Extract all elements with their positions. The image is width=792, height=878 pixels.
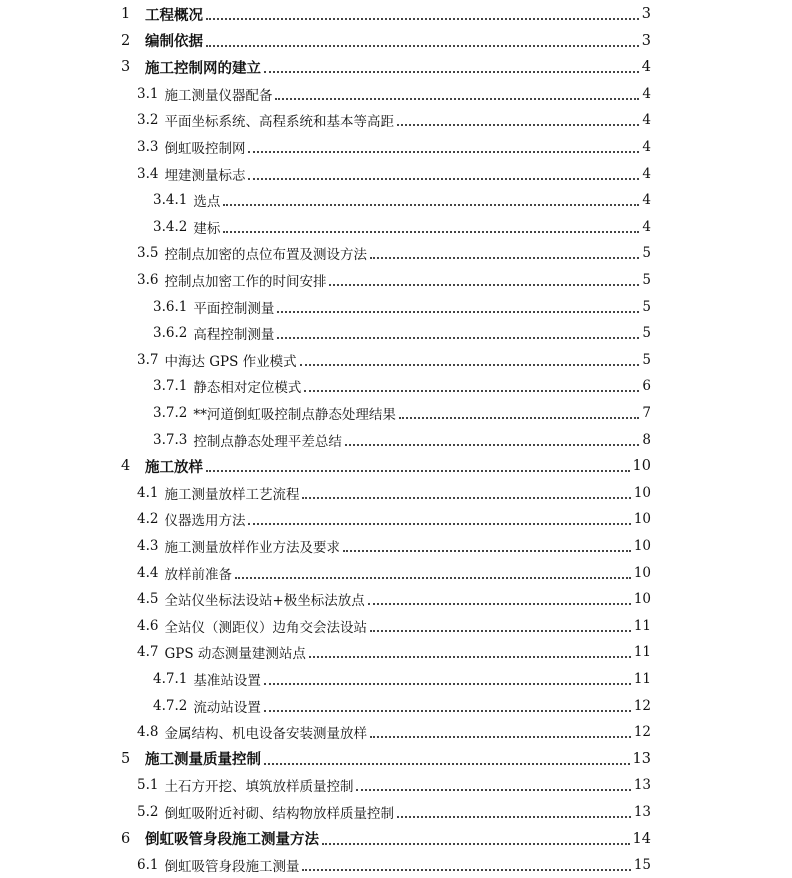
toc-entry-page-number: 10 (633, 564, 651, 581)
toc-entry-title: 流动站设置 (193, 699, 261, 716)
toc-entry[interactable] (137, 772, 651, 798)
toc-entry-number: 3.7.1 (153, 378, 188, 395)
toc-entry-number: 3.4.2 (153, 218, 188, 235)
dot-leader (302, 868, 630, 871)
toc-entry-page-number: 10 (633, 591, 651, 608)
dot-leader (206, 44, 639, 47)
dot-leader (248, 150, 639, 153)
toc-entry-page-number: 11 (633, 671, 651, 687)
toc-entry[interactable] (153, 320, 651, 346)
toc-entry-page-number: 3 (641, 32, 651, 49)
toc-entry-page-number: 14 (632, 830, 651, 847)
toc-entry[interactable] (137, 240, 651, 266)
toc-entry-title: 中海达 GPS 作业模式 (164, 353, 297, 370)
toc-entry-number: 3.4 (137, 165, 159, 182)
toc-entry-number: 3.6.2 (153, 325, 188, 342)
toc-entry-page-number: 7 (642, 405, 651, 421)
toc-entry-title: 控制点加密的点位布置及测设方法 (164, 247, 367, 264)
dot-leader (302, 496, 630, 499)
dot-leader (300, 363, 640, 366)
toc-entry-number: 3.7 (137, 351, 159, 368)
toc-entry-title: 选点 (193, 194, 221, 211)
toc-entry-number: 5.2 (137, 804, 159, 820)
toc-entry-number: 3.7.2 (153, 405, 188, 421)
toc-entry[interactable] (137, 506, 651, 532)
dot-leader (368, 602, 631, 605)
toc-entry-page-number: 8 (642, 431, 651, 448)
toc-entry[interactable] (153, 400, 651, 426)
toc-entry[interactable] (137, 586, 651, 612)
toc-entry-page-number: 13 (633, 804, 651, 820)
dot-leader (397, 815, 631, 818)
toc-entry-title: 全站仪（测距仪）边角交会法设站 (164, 619, 367, 636)
toc-entry-page-number: 10 (633, 511, 651, 528)
toc-entry-title: 全站仪坐标法设站+极坐标法放点 (164, 593, 365, 610)
toc-entry-title: 施工放样 (145, 458, 203, 476)
toc-entry-title: 平面坐标系统、高程系统和基本等高距 (164, 114, 394, 131)
toc-entry[interactable] (137, 560, 651, 586)
dot-leader (397, 123, 639, 126)
toc-entry-number: 3.4.1 (153, 192, 188, 209)
toc-entry[interactable] (137, 639, 651, 665)
toc-entry-title: 控制点静态处理平差总结 (193, 433, 342, 450)
toc-entry-number: 4.5 (137, 591, 159, 608)
toc-entry-number: 4.7.1 (153, 671, 188, 687)
toc-entry-title: 倒虹吸管身段施工测量 (164, 859, 300, 876)
toc-entry-page-number: 10 (632, 458, 651, 475)
toc-entry-number: 2 (121, 32, 131, 49)
toc-entry[interactable] (137, 161, 651, 187)
dot-leader (248, 177, 639, 180)
toc-entry-page-number: 5 (642, 351, 651, 368)
toc-entry[interactable] (137, 134, 651, 160)
dot-leader (206, 469, 630, 472)
toc-entry-page-number: 4 (642, 139, 651, 155)
toc-entry-title: 土石方开挖、填筑放样质量控制 (164, 779, 354, 796)
toc-entry-number: 4.8 (137, 724, 159, 741)
toc-entry-number: 4.3 (137, 538, 159, 554)
toc-entry-number: 4.6 (137, 617, 159, 634)
dot-leader (277, 310, 639, 313)
dot-leader (264, 682, 631, 685)
toc-entry-number: 3.2 (137, 112, 159, 129)
toc-entry-page-number: 11 (633, 644, 651, 661)
toc-entry-number: 6 (121, 830, 131, 847)
toc-entry-title: 静态相对定位模式 (193, 380, 302, 397)
toc-entry[interactable] (137, 852, 651, 878)
toc-entry-title: 倒虹吸管身段施工测量方法 (145, 831, 319, 849)
toc-entry[interactable] (153, 373, 651, 399)
toc-entry-page-number: 4 (642, 218, 651, 235)
dot-leader (275, 97, 639, 100)
toc-entry-title: 平面控制测量 (193, 300, 275, 317)
toc-entry-number: 3 (121, 59, 131, 76)
toc-entry-title: 仪器选用方法 (164, 513, 246, 530)
toc-entry-title: 施工测量放样作业方法及要求 (164, 540, 340, 556)
dot-leader (370, 735, 631, 738)
toc-entry-page-number: 4 (642, 112, 651, 129)
toc-entry-number: 3.6 (137, 272, 159, 288)
toc-entry-title: 金属结构、机电设备安装测量放样 (164, 726, 367, 743)
dot-leader (343, 549, 631, 552)
toc-entry[interactable] (137, 533, 651, 559)
dot-leader (309, 655, 631, 658)
toc-entry[interactable] (137, 613, 651, 639)
toc-entry-title: 基准站设置 (193, 673, 261, 689)
dot-leader (356, 788, 630, 791)
toc-entry[interactable] (137, 81, 651, 107)
toc-entry-number: 6.1 (137, 857, 159, 874)
toc-entry-number: 4 (121, 458, 131, 475)
toc-entry-page-number: 13 (632, 750, 651, 767)
dot-leader (345, 443, 640, 446)
dot-leader (329, 283, 639, 286)
toc-entry-title: 倒虹吸附近衬砌、结构物放样质量控制 (164, 806, 394, 822)
dot-leader (248, 522, 630, 525)
toc-entry-page-number: 4 (642, 165, 651, 182)
toc-entry-number: 5.1 (137, 777, 159, 794)
toc-entry[interactable] (153, 666, 651, 692)
toc-entry-title: 高程控制测量 (193, 327, 275, 344)
toc-entry[interactable] (137, 347, 651, 373)
toc-entry[interactable] (137, 719, 651, 745)
toc-entry-title: 建标 (193, 220, 221, 237)
toc-entry-number: 3.6.1 (153, 298, 188, 315)
toc-entry[interactable] (153, 214, 651, 240)
dot-leader (370, 256, 639, 259)
toc-entry-title: 施工测量放样工艺流程 (164, 486, 300, 503)
dot-leader (206, 17, 639, 20)
dot-leader (264, 709, 631, 712)
toc-entry[interactable] (121, 54, 651, 80)
toc-entry-title: 倒虹吸控制网 (164, 141, 246, 157)
toc-entry-page-number: 12 (633, 724, 651, 741)
toc-entry[interactable] (137, 799, 651, 825)
toc-entry-title: 施工测量仪器配备 (164, 87, 273, 104)
dot-leader (277, 336, 639, 339)
dot-leader (370, 629, 631, 632)
toc-entry-number: 5 (121, 750, 131, 767)
toc-entry-number: 3.3 (137, 139, 159, 155)
dot-leader (223, 203, 639, 206)
toc-entry-number: 3.5 (137, 245, 159, 262)
toc-entry-title: 控制点加密工作的时间安排 (164, 274, 327, 290)
toc-entry-title: 施工控制网的建立 (145, 59, 261, 77)
toc-entry-page-number: 5 (642, 325, 651, 342)
toc-entry-number: 4.7 (137, 644, 159, 661)
toc-entry[interactable] (121, 28, 651, 54)
toc-entry[interactable] (121, 1, 651, 27)
toc-entry[interactable] (137, 267, 651, 293)
dot-leader (399, 416, 640, 419)
toc-entry-page-number: 10 (633, 538, 651, 554)
toc-entry-title: 埋建测量标志 (164, 167, 246, 184)
dot-leader (264, 70, 639, 73)
toc-entry-number: 3.1 (137, 85, 159, 102)
toc-entry-page-number: 5 (642, 298, 651, 315)
toc-entry-title: 工程概况 (145, 6, 203, 24)
toc-entry[interactable] (153, 427, 651, 453)
toc-entry-page-number: 15 (633, 857, 651, 874)
toc-entry-title: GPS 动态测量建测站点 (164, 646, 306, 663)
toc-entry-page-number: 11 (633, 617, 651, 634)
toc-entry-title: 施工测量质量控制 (145, 751, 261, 769)
toc-entry-page-number: 10 (633, 484, 651, 501)
dot-leader (223, 230, 639, 233)
dot-leader (304, 389, 639, 392)
toc-entry[interactable] (121, 746, 651, 772)
toc-entry[interactable] (137, 107, 651, 133)
toc-entry[interactable] (121, 453, 651, 479)
toc-entry-number: 4.1 (137, 484, 159, 501)
toc-entry-title: 放样前准备 (164, 566, 232, 583)
toc-entry[interactable] (153, 187, 651, 213)
toc-entry-page-number: 3 (641, 6, 651, 22)
toc-entry-page-number: 12 (633, 697, 651, 714)
toc-entry-page-number: 13 (633, 777, 651, 794)
toc-entry-page-number: 5 (642, 245, 651, 262)
dot-leader (322, 842, 630, 845)
toc-entry-number: 4.4 (137, 564, 159, 581)
toc-entry[interactable] (153, 693, 651, 719)
toc-entry-page-number: 6 (642, 378, 651, 395)
toc-entry-title: **河道倒虹吸控制点静态处理结果 (193, 407, 396, 423)
dot-leader (264, 762, 630, 765)
toc-entry-number: 4.2 (137, 511, 159, 528)
toc-entry[interactable] (153, 294, 651, 320)
toc-entry-page-number: 5 (642, 272, 651, 288)
toc-entry-number: 1 (121, 6, 131, 22)
toc-entry-number: 4.7.2 (153, 697, 188, 714)
toc-entry-title: 编制依据 (145, 33, 203, 51)
toc-entry-page-number: 4 (641, 59, 651, 76)
toc-entry-page-number: 4 (642, 85, 651, 102)
dot-leader (235, 576, 631, 579)
toc-entry-page-number: 4 (642, 192, 651, 209)
toc-entry-number: 3.7.3 (153, 431, 188, 448)
toc-entry[interactable] (121, 826, 651, 852)
toc-entry[interactable] (137, 480, 651, 506)
